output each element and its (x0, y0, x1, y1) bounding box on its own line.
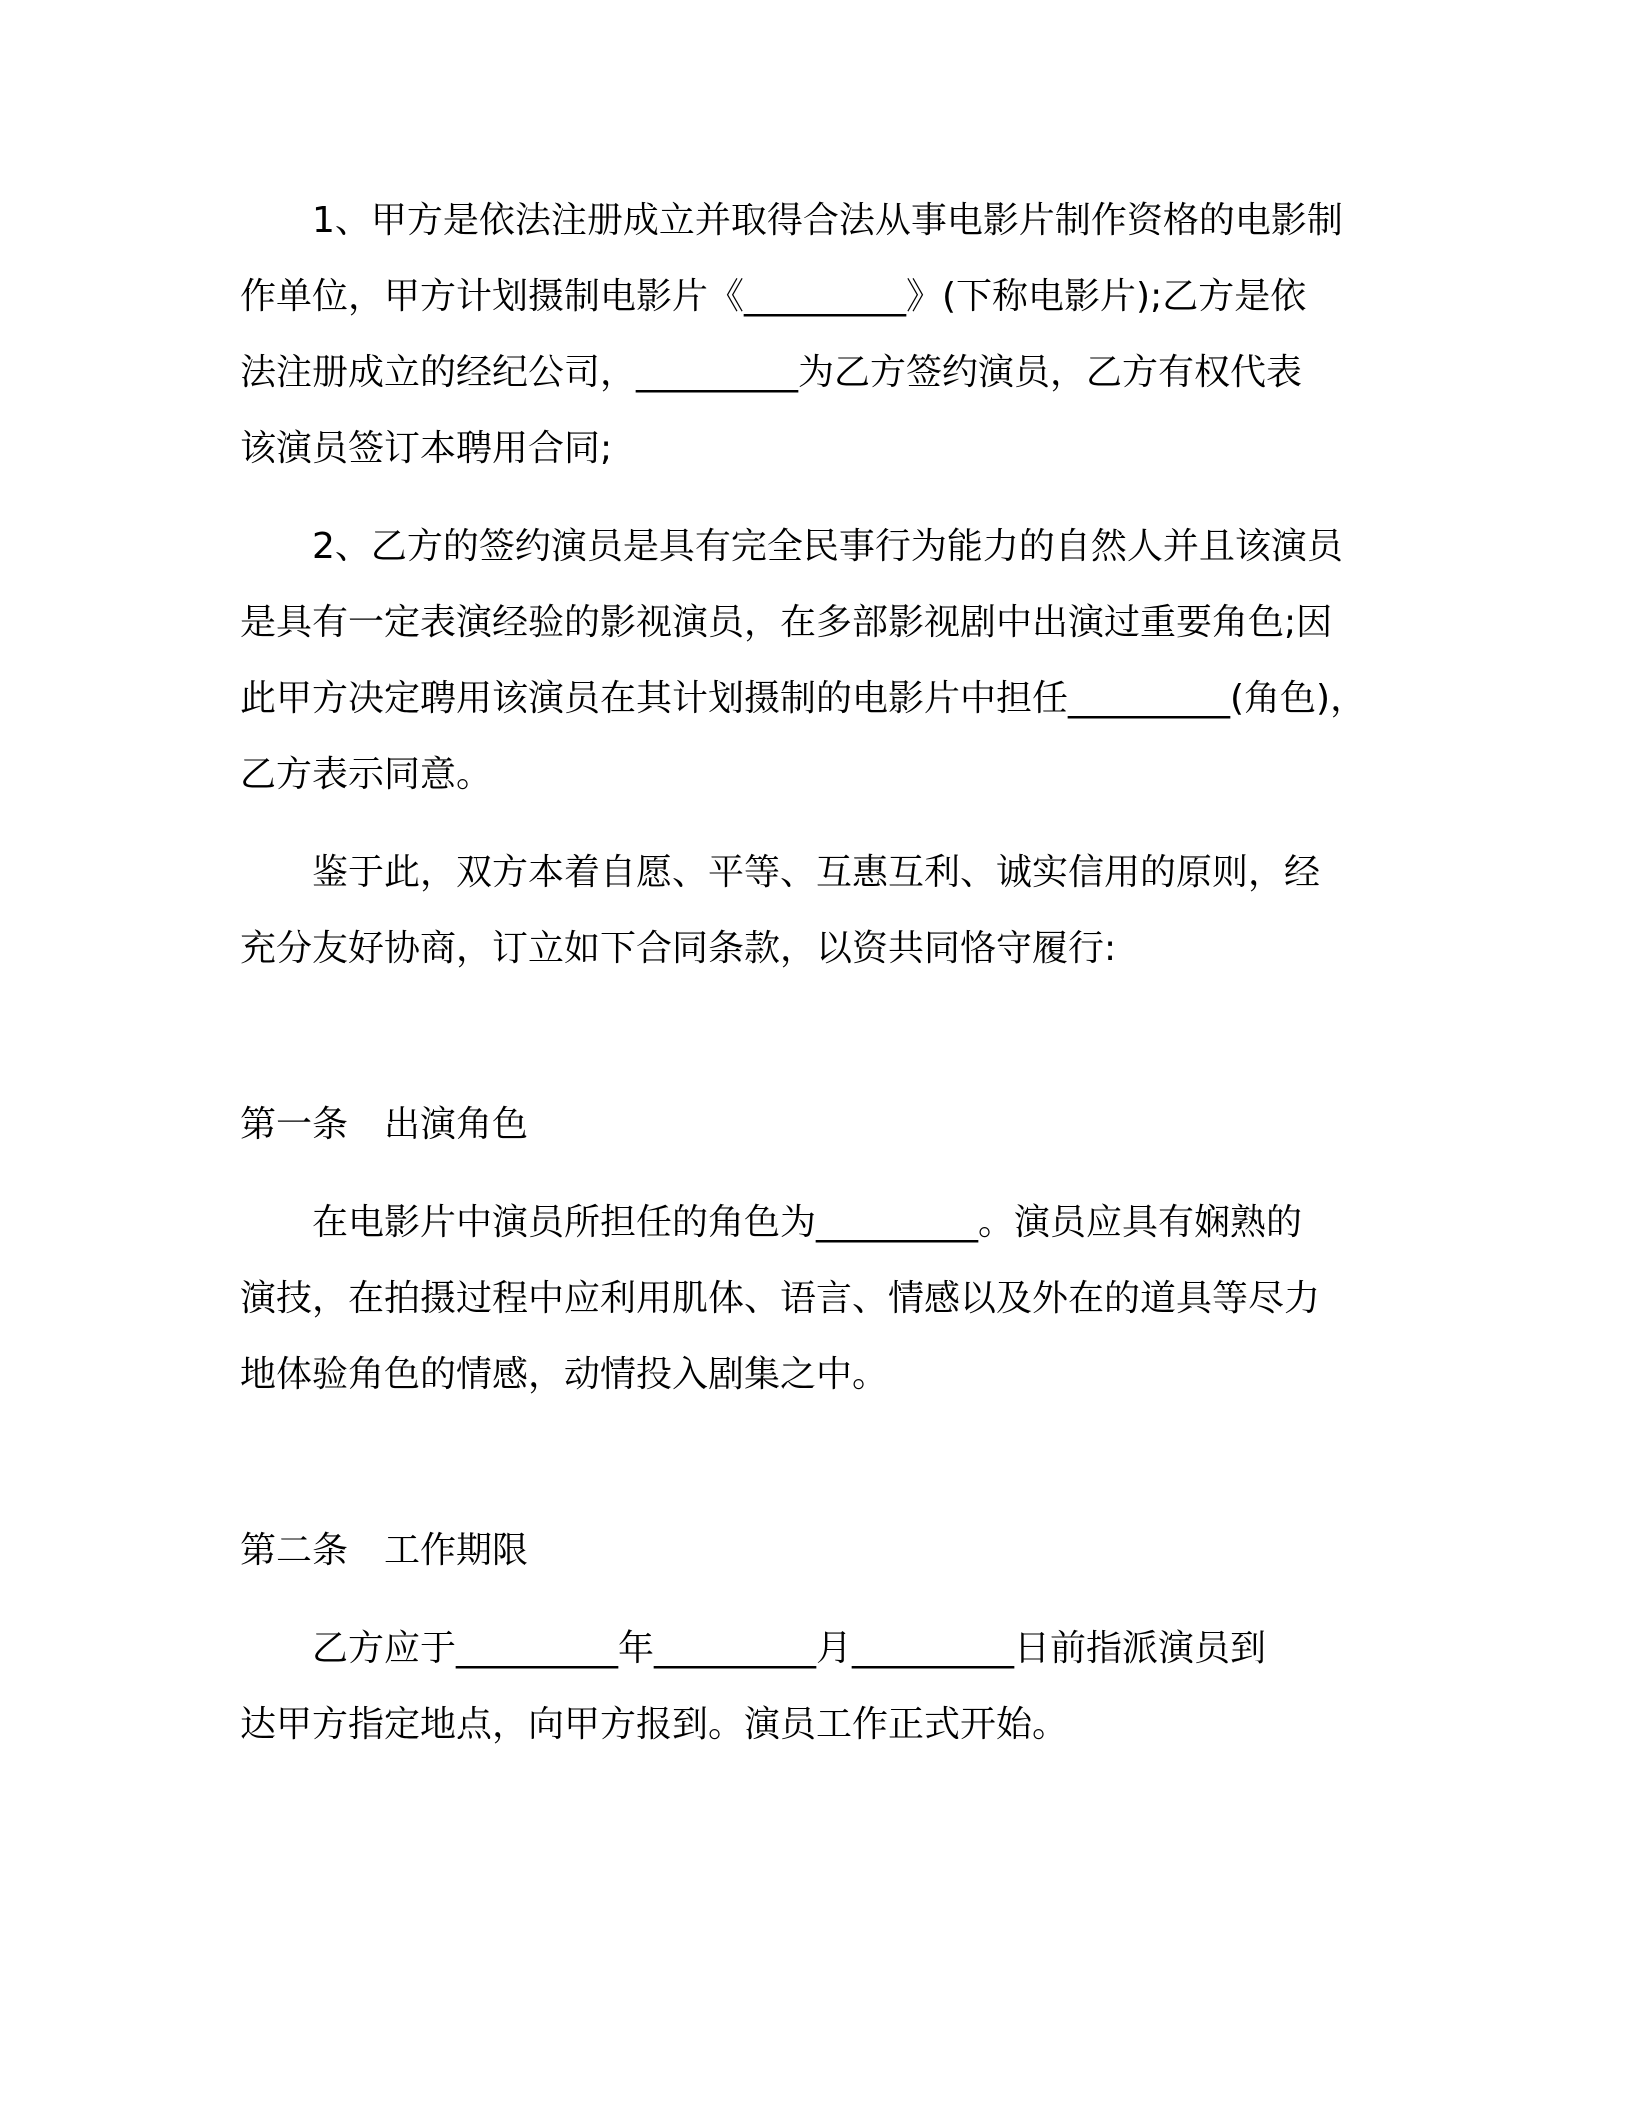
paragraph-line: 是具有一定表演经验的影视演员，在多部影视剧中出演过重要角色;因 (240, 602, 1333, 643)
paragraph-line: 在电影片中演员所担任的角色为_________。演员应具有娴熟的 (312, 1202, 1303, 1243)
paragraph-line: 法注册成立的经纪公司，_________为乙方签约演员，乙方有权代表 (240, 352, 1303, 393)
paragraph-line: 地体验角色的情感，动情投入剧集之中。 (240, 1354, 889, 1395)
paragraph-line: 此甲方决定聘用该演员在其计划摄制的电影片中担任_________(角色)， (240, 678, 1367, 719)
paragraph-3 (240, 835, 1410, 987)
article-1-heading: 第一条 出演角色 (240, 1104, 529, 1145)
paragraph-line: 作单位，甲方计划摄制电影片《_________》(下称电影片);乙方是依 (240, 276, 1307, 317)
paragraph-1 (240, 183, 1410, 487)
article-2-body (240, 1611, 1410, 1763)
document-page (240, 183, 1410, 1763)
article-2-heading: 第二条 工作期限 (240, 1530, 529, 1571)
paragraph-line: 乙方应于_________年_________月_________日前指派演员到 (312, 1628, 1267, 1669)
paragraph-line: 1、甲方是依法注册成立并取得合法从事电影片制作资格的电影制 (312, 200, 1343, 241)
paragraph-line: 演技，在拍摄过程中应利用肌体、语言、情感以及外在的道具等尽力 (240, 1278, 1321, 1319)
paragraph-line: 充分友好协商，订立如下合同条款，以资共同恪守履行: (240, 928, 1117, 969)
paragraph-2 (240, 509, 1410, 813)
paragraph-line: 乙方表示同意。 (240, 754, 493, 795)
paragraph-line: 该演员签订本聘用合同; (240, 428, 613, 469)
article-1-body (240, 1185, 1410, 1413)
paragraph-line: 鉴于此，双方本着自愿、平等、互惠互利、诚实信用的原则，经 (312, 852, 1321, 893)
paragraph-line: 2、乙方的签约演员是具有完全民事行为能力的自然人并且该演员 (312, 526, 1343, 567)
paragraph-line: 达甲方指定地点，向甲方报到。演员工作正式开始。 (240, 1704, 1069, 1745)
